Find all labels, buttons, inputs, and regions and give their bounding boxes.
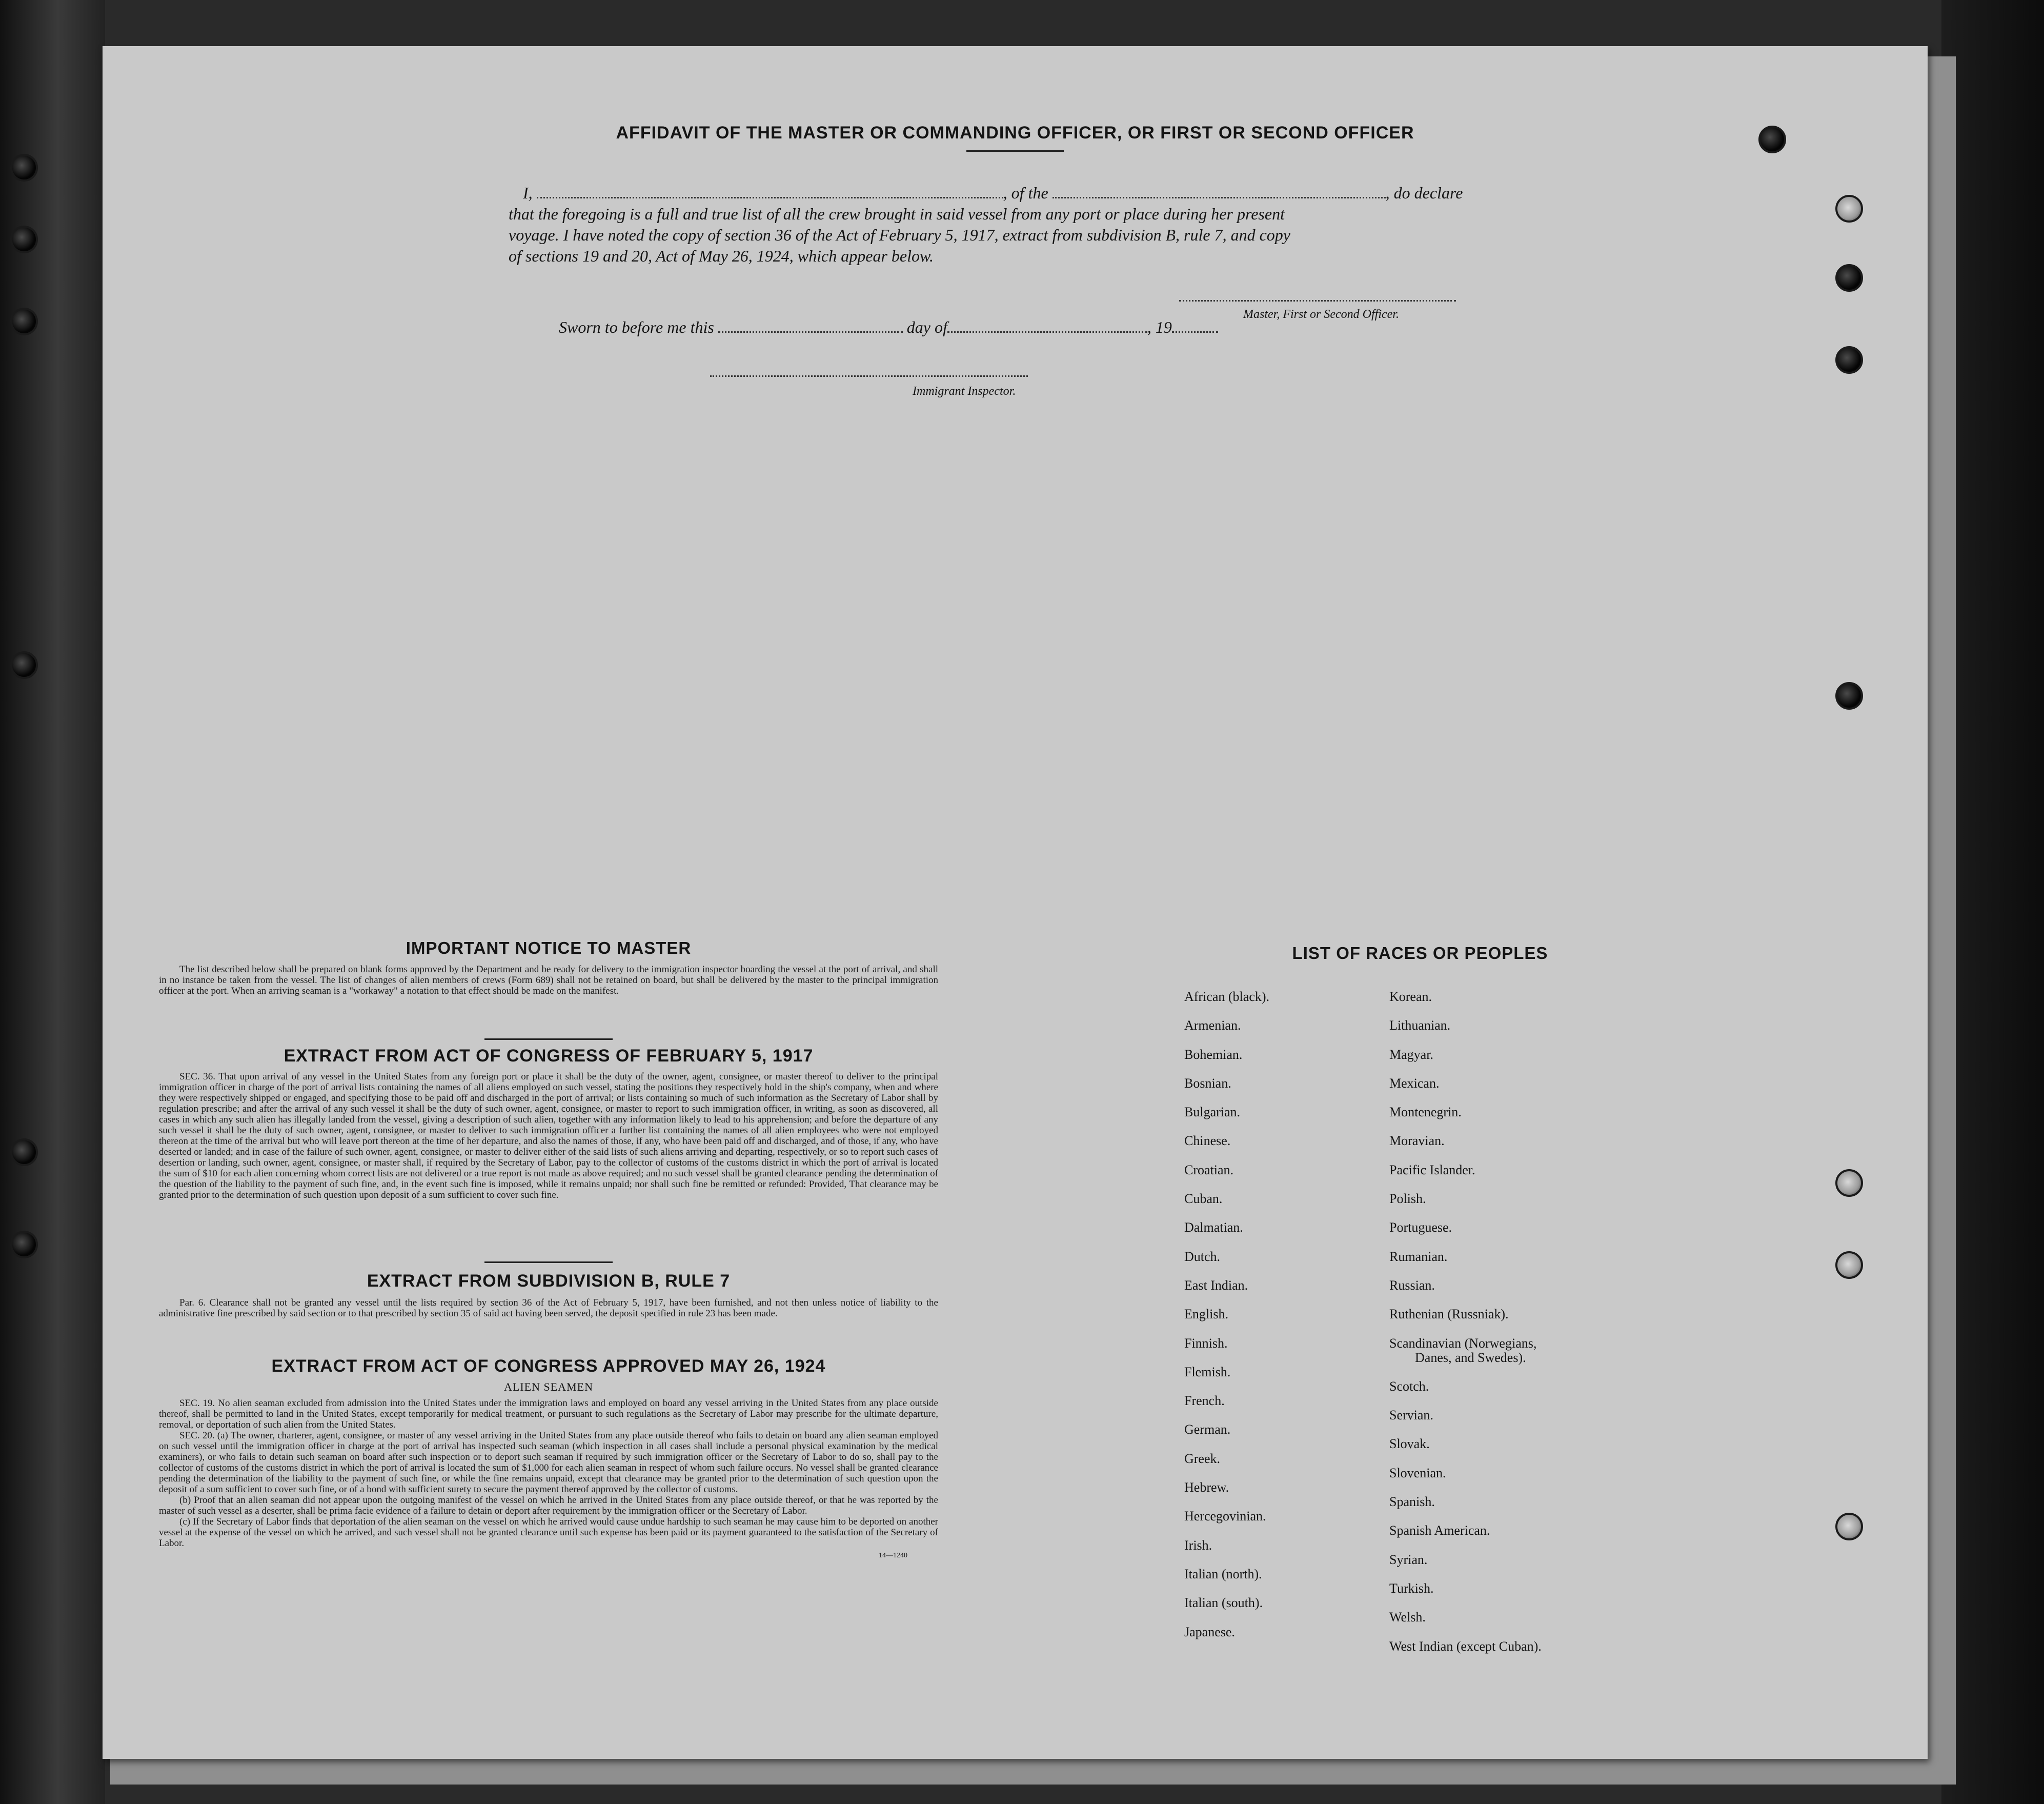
- punch-hole-icon: [1835, 1169, 1863, 1197]
- race-item: Slovak.: [1389, 1436, 1430, 1452]
- master-signature-line: [1179, 300, 1456, 302]
- scan-right-edge: [1941, 0, 2044, 1804]
- race-item: Bosnian.: [1184, 1075, 1231, 1091]
- sec19-text: SEC. 19. No alien seaman excluded from admission into the United States under the immigration laws and employed on board any vessel arriving in the United States from any place outside thereof, shall be permitted to land in the United States, except temporarily for medical treatment, or pursuant to such regulations as the Secretary of Labor may prescribe for the ultimate departure, removal, or deportation of such alien from the United States.: [159, 1398, 938, 1430]
- day-blank: [718, 319, 903, 333]
- affidavit-text: , do declare: [1385, 184, 1463, 202]
- race-item: Polish.: [1389, 1191, 1426, 1207]
- affidavit-text: , 19: [1147, 318, 1172, 336]
- punch-hole-icon: [1835, 195, 1863, 223]
- race-item: African (black).: [1184, 989, 1270, 1004]
- race-item: Syrian.: [1389, 1552, 1428, 1567]
- month-blank: [947, 319, 1147, 333]
- race-item: Mexican.: [1389, 1075, 1440, 1091]
- sec20a-text: SEC. 20. (a) The owner, charterer, agent, consignee, or master of any vessel arriving in the United States from any place outside thereof who fails to detain on board any alien seaman employed on such vessel until the immigration officer in charge at the port of arrival has inspected such seaman (which inspection in all cases shall include a personal physical examination by the medical examiners), or who fails to detain such seaman on board after such inspection or to deport such seaman if required by such immigration officer or the Secretary of Labor to do so, shall pay to the collector of customs of the customs district in which the port of arrival is located the sum of $1,000 for each alien seaman in respect of whom such failure occurs. No vessel shall be granted clearance pending the determination of the liability to the payment of such fine, or while the fine remains unpaid, except that clearance may be granted prior to the determination of such question upon the deposit of a sum sufficient to cover such fine, or of a bond with sufficient surety to secure the payment thereof approved by the collector of customs.: [159, 1430, 938, 1495]
- affidavit-text: Sworn to before me this: [559, 318, 714, 336]
- race-item: Portuguese.: [1389, 1220, 1452, 1235]
- affidavit-title: AFFIDAVIT OF THE MASTER OR COMMANDING OFFICER, OR FIRST OR SECOND OFFICER: [616, 123, 1414, 143]
- race-item: Ruthenian (Russniak).: [1389, 1307, 1509, 1322]
- binder-hole-icon: [10, 1231, 38, 1258]
- race-item: Scotch.: [1389, 1378, 1429, 1394]
- extract-1917-title: EXTRACT FROM ACT OF CONGRESS OF FEBRUARY 5, 1917: [284, 1046, 814, 1066]
- race-item: Italian (south).: [1184, 1595, 1263, 1611]
- notice-to-master-section: [159, 938, 938, 996]
- race-item: Russian.: [1389, 1277, 1435, 1293]
- race-item: Danes, and Swedes).: [1415, 1350, 1526, 1365]
- form-number: 14—1240: [879, 1552, 907, 1559]
- race-item: Pacific Islander.: [1389, 1162, 1475, 1177]
- race-item: Italian (north).: [1184, 1566, 1262, 1581]
- affidavit-page: [103, 46, 1928, 1759]
- alien-seamen-subtitle: ALIEN SEAMEN: [504, 1380, 593, 1393]
- binder-hole-icon: [10, 1138, 38, 1166]
- race-item: French.: [1184, 1393, 1225, 1409]
- sec20b-text: (b) Proof that an alien seaman did not appear upon the outgoing manifest of the vessel on which he arrived in the United States from any place outside thereof, or that he was reported by the master of such vessel as a deserter, shall be prima facie evidence of a failure to detain or deport after requirement by the immigration officer or the Secretary of Labor.: [159, 1495, 938, 1516]
- affidavit-text: that the foregoing is a full and true list of all the crew brought in said vessel from any port or place during her present: [509, 205, 1285, 223]
- scan-left-edge: [0, 0, 105, 1804]
- rule7-section: [159, 1261, 938, 1319]
- binder-hole-icon: [10, 226, 38, 253]
- divider: [484, 1038, 613, 1040]
- sec20c-text: (c) If the Secretary of Labor finds that deportation of the alien seaman on the vessel on which he arrived would cause undue hardship to such seaman he may cause him to be deported on another vessel at the expense of the vessel on which he arrived, and such vessel shall not be granted clearance until such expense has been paid or its payment guaranteed to the satisfaction of the Secretary of Labor.: [159, 1516, 938, 1549]
- year-blank: [1172, 319, 1218, 333]
- race-item: Croatian.: [1184, 1162, 1234, 1177]
- affidavit-text: voyage. I have noted the copy of section 36 of the Act of February 5, 1917, extract from subdivision B, rule 7, and copy: [509, 226, 1290, 244]
- divider: [966, 150, 1064, 152]
- name-blank: [537, 185, 1003, 198]
- race-item: Irish.: [1184, 1537, 1212, 1553]
- race-item: Spanish.: [1389, 1494, 1435, 1510]
- race-item: Slovenian.: [1389, 1465, 1446, 1480]
- race-item: Spanish American.: [1389, 1523, 1490, 1538]
- extract-1917-text: SEC. 36. That upon arrival of any vessel in the United States from any foreign port or place it shall be the duty of the owner, agent, consignee, or master thereof to deliver to the principal immigration officer in charge of the port of arrival lists containing the names of all aliens employed on such vessel, stating the positions they respectively hold in the ship's company, when and where they were respectively shipped or engaged, and specifying those to be paid off and discharged in the port of arrival; or lists containing so much of such information as the Secretary of Labor shall by regulation prescribe; and after the arrival of any such vessel it shall be the duty of such owner, agent, consignee, or master to report to such immigration officer, in writing, as soon as discovered, all cases in which any such alien has illegally landed from the vessel, giving a description of such alien, together with any information likely to lead to his apprehension; and before the departure of any such vessel it shall be the duty of such owner, agent, consignee, or master to deliver to such immigration officer a further list containing the names of all alien employees who were not employed thereon at the time of the arrival but who will leave port thereon at the time of her departure, and also the names of those, if any, who have been paid off and discharged, and of those, if any, who have deserted or landed; and in case of the failure of such owner, agent, consignee, or master to deliver either of the said lists of such aliens arriving and departing, respectively, or so to report such cases of desertion or landing, such owner, agent, consignee, or master shall, if required by the Secretary of Labor, pay to the collector of customs of the customs district in which the port of arrival is located the sum of $10 for each alien concerning whom correct lists are not delivered or a true report is not made as above required; and no such vessel shall be granted clearance pending the determination of the question of the liability to the payment of such fine, and, in the event such fine is imposed, while it remains unpaid; nor shall such fine be remitted or refunded: Provided, That clearance may be granted prior to the determination of such question upon deposit of a sum sufficient to cover such fine.: [159, 1071, 938, 1200]
- race-item: Korean.: [1389, 989, 1432, 1004]
- race-item: Turkish.: [1389, 1580, 1434, 1596]
- rule7-title: EXTRACT FROM SUBDIVISION B, RULE 7: [367, 1271, 731, 1291]
- master-signature-label: Master, First or Second Officer.: [1243, 308, 1399, 321]
- race-item: Moravian.: [1389, 1133, 1445, 1149]
- binder-hole-icon: [10, 308, 38, 335]
- race-item: Rumanian.: [1389, 1249, 1448, 1264]
- race-item: Servian.: [1389, 1408, 1433, 1423]
- punch-hole-icon: [1835, 1251, 1863, 1279]
- race-item: Japanese.: [1184, 1624, 1235, 1639]
- affidavit-text: I,: [523, 184, 533, 202]
- races-title: LIST OF RACES OR PEOPLES: [1292, 944, 1548, 963]
- race-item: Bohemian.: [1184, 1047, 1243, 1062]
- race-item: Dutch.: [1184, 1249, 1221, 1264]
- race-item: Bulgarian.: [1184, 1105, 1241, 1120]
- race-item: English.: [1184, 1307, 1228, 1322]
- race-item: Hebrew.: [1184, 1480, 1229, 1495]
- race-item: Hercegovinian.: [1184, 1509, 1266, 1524]
- sworn-line: [559, 318, 1218, 337]
- binder-hole-icon: [10, 651, 38, 679]
- race-item: Montenegrin.: [1389, 1105, 1462, 1120]
- affidavit-declaration-line: [523, 184, 1463, 203]
- notice-title: IMPORTANT NOTICE TO MASTER: [406, 938, 692, 957]
- extract-1917-section: [159, 1038, 938, 1200]
- race-item: Cuban.: [1184, 1191, 1223, 1207]
- notice-text: The list described below shall be prepared on blank forms approved by the Department and be ready for delivery to the immigration inspector boarding the vessel at the port of arrival, and shall in no instance be taken from the vessel. The list of changes of alien members of crews (Form 689) shall not be retained on board, but shall be delivered by the master to the principal immigration officer at the port. When an arriving seaman is a "workaway" a notation to that effect should be made on the manifest.: [159, 964, 938, 996]
- race-item: Dalmatian.: [1184, 1220, 1243, 1235]
- race-item: German.: [1184, 1422, 1231, 1437]
- race-item: Scandinavian (Norwegians,: [1389, 1335, 1537, 1351]
- affidavit-text: of sections 19 and 20, Act of May 26, 1924, which appear below.: [509, 247, 934, 265]
- race-item: Flemish.: [1184, 1364, 1231, 1379]
- race-item: Finnish.: [1184, 1335, 1228, 1351]
- rule7-text: Par. 6. Clearance shall not be granted any vessel until the lists required by section 36 of the Act of February 5, 1917, have been furnished, and not then unless notice of liability to the administrative fine prescribed by said section or to that prescribed by section 35 of said act having been served, the deposit specified in rule 23 has been made.: [159, 1297, 938, 1319]
- punch-hole-icon: [1835, 1513, 1863, 1540]
- punch-hole-icon: [1835, 346, 1863, 374]
- race-item: Lithuanian.: [1389, 1018, 1451, 1033]
- races-right-column: [1389, 990, 1542, 1668]
- divider: [484, 1261, 613, 1263]
- race-item: Armenian.: [1184, 1018, 1241, 1033]
- race-item: East Indian.: [1184, 1277, 1248, 1293]
- race-item: Chinese.: [1184, 1133, 1231, 1149]
- inspector-label: Immigrant Inspector.: [913, 385, 1016, 398]
- affidavit-text: day of: [906, 318, 947, 336]
- affidavit-section: [103, 123, 1928, 152]
- race-item: Greek.: [1184, 1451, 1221, 1466]
- inspector-signature-line: [710, 375, 1028, 377]
- punch-hole-icon: [1835, 682, 1863, 710]
- vessel-blank: [1053, 185, 1386, 198]
- races-left-column: [1184, 990, 1269, 1654]
- affidavit-text: , of the: [1003, 184, 1048, 202]
- race-item: Welsh.: [1389, 1610, 1426, 1625]
- punch-hole-icon: [1835, 264, 1863, 292]
- extract-1924-section: [159, 1356, 938, 1560]
- extract-1924-title: EXTRACT FROM ACT OF CONGRESS APPROVED MAY 26, 1924: [271, 1356, 826, 1376]
- race-item: West Indian (except Cuban).: [1389, 1638, 1542, 1654]
- race-item: Magyar.: [1389, 1047, 1433, 1062]
- binder-hole-icon: [10, 154, 38, 182]
